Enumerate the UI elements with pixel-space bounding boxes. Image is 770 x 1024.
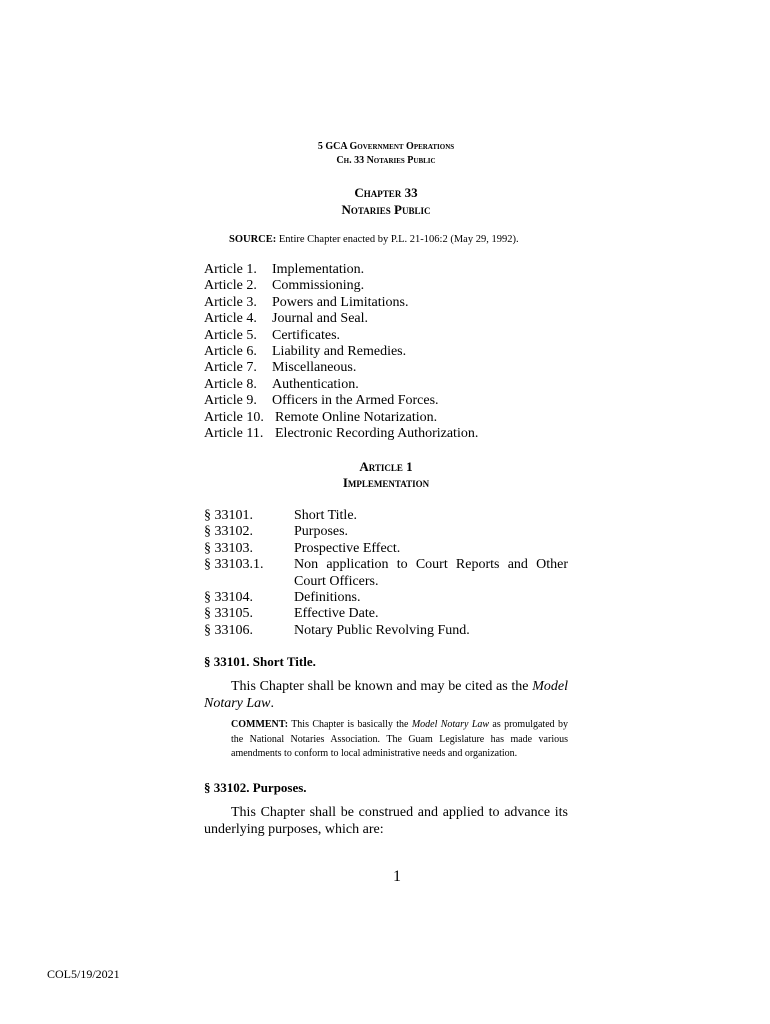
article-title: Certificates. [272,327,341,343]
article-number: Article 10. [204,409,264,425]
comment-label: COMMENT: [231,719,289,730]
section-title: Short Title. [294,508,358,523]
source-text: Entire Chapter enacted by P.L. 21-106:2 (May 29, 1992). [276,234,519,245]
article-number: Article 9. [204,393,257,409]
article-list-item [204,377,478,393]
comment-italic: Model Notary Law [411,719,490,730]
article-number: Article 8. [204,376,257,392]
section-number: § 33106. [204,622,253,638]
footer-date: COL5/19/2021 [47,967,120,981]
section-title: Non application to Court Reports and Other Court Officers. [294,557,568,589]
article-list [204,262,478,442]
model-notary-law-title: Model Notary Law [204,679,568,711]
article-title: Authentication. [272,376,359,392]
article-title: Miscellaneous. [272,360,357,376]
chapter-title: Chapter 33 [354,185,418,200]
section-title: Definitions. [294,590,361,606]
section-list [204,508,568,639]
section-title: Effective Date. [294,606,379,622]
running-header-title: 5 GCA Government Operations [317,141,455,152]
section-list-item [204,590,568,606]
section-list-item [204,508,568,524]
section-33102-body: This Chapter shall be construed and applied to advance its underlying purposes, which are: [204,805,568,837]
section-heading-33101: § 33101. Short Title. [204,654,316,669]
section-list-item [204,541,568,557]
article-title: Electronic Recording Authorization. [275,426,479,442]
body-text: This Chapter shall be known and may be cited as the [231,679,533,694]
article-number: Article 1. [204,262,257,277]
article-list-item [204,410,478,426]
comment-text: This Chapter is basically the [288,719,412,730]
source-label: SOURCE: [229,234,277,245]
article-number: Article 11. [204,426,264,442]
body-text-end: . [270,696,275,711]
section-number: § 33103.1. [204,557,264,573]
article-list-item [204,311,478,327]
article-title: Commissioning. [272,278,365,294]
article-list-item [204,426,478,442]
article-list-item [204,295,478,311]
article-list-item [204,262,478,278]
comment-note [231,718,568,762]
page-number: 1 [393,868,401,885]
section-list-item [204,606,568,622]
section-number: § 33104. [204,590,253,606]
article-number: Article 2. [204,278,257,294]
article-number: Article 3. [204,294,257,310]
section-number: § 33103. [204,540,253,556]
section-number: § 33105. [204,606,253,622]
section-title: Notary Public Revolving Fund. [294,622,470,638]
article-title: Remote Online Notarization. [275,409,438,425]
article-name: Implementation [342,475,430,490]
section-list-item [204,524,568,540]
article-title: Journal and Seal. [272,311,369,327]
section-title: Prospective Effect. [294,540,401,556]
article-list-item [204,328,478,344]
section-33101-body [204,678,568,712]
article-number: Article 7. [204,360,257,376]
article-list-item [204,278,478,294]
section-title: Purposes. [294,524,349,540]
running-header-chapter: Ch. 33 Notaries Public [336,155,436,166]
article-heading: Article 1 [359,459,413,474]
section-list-item [204,623,568,639]
article-number: Article 6. [204,344,257,360]
article-title: Liability and Remedies. [272,344,407,360]
article-title: Powers and Limitations. [272,294,409,310]
article-list-item [204,344,478,360]
article-title: Officers in the Armed Forces. [272,393,439,409]
article-list-item [204,393,478,409]
section-list-item [204,557,568,590]
section-number: § 33101. [204,508,253,523]
section-heading-33102: § 33102. Purposes. [204,780,307,795]
source-note [229,233,519,247]
chapter-name: Notaries Public [341,202,431,217]
article-title: Implementation. [272,262,365,277]
article-list-item [204,360,478,376]
article-number: Article 4. [204,311,257,327]
section-number: § 33102. [204,524,253,540]
article-number: Article 5. [204,327,257,343]
comment-text-end: as promulgated by the National Notaries Association. The Guam Legislature has made various amendments to conform to local administrative needs and organization. [231,719,568,759]
